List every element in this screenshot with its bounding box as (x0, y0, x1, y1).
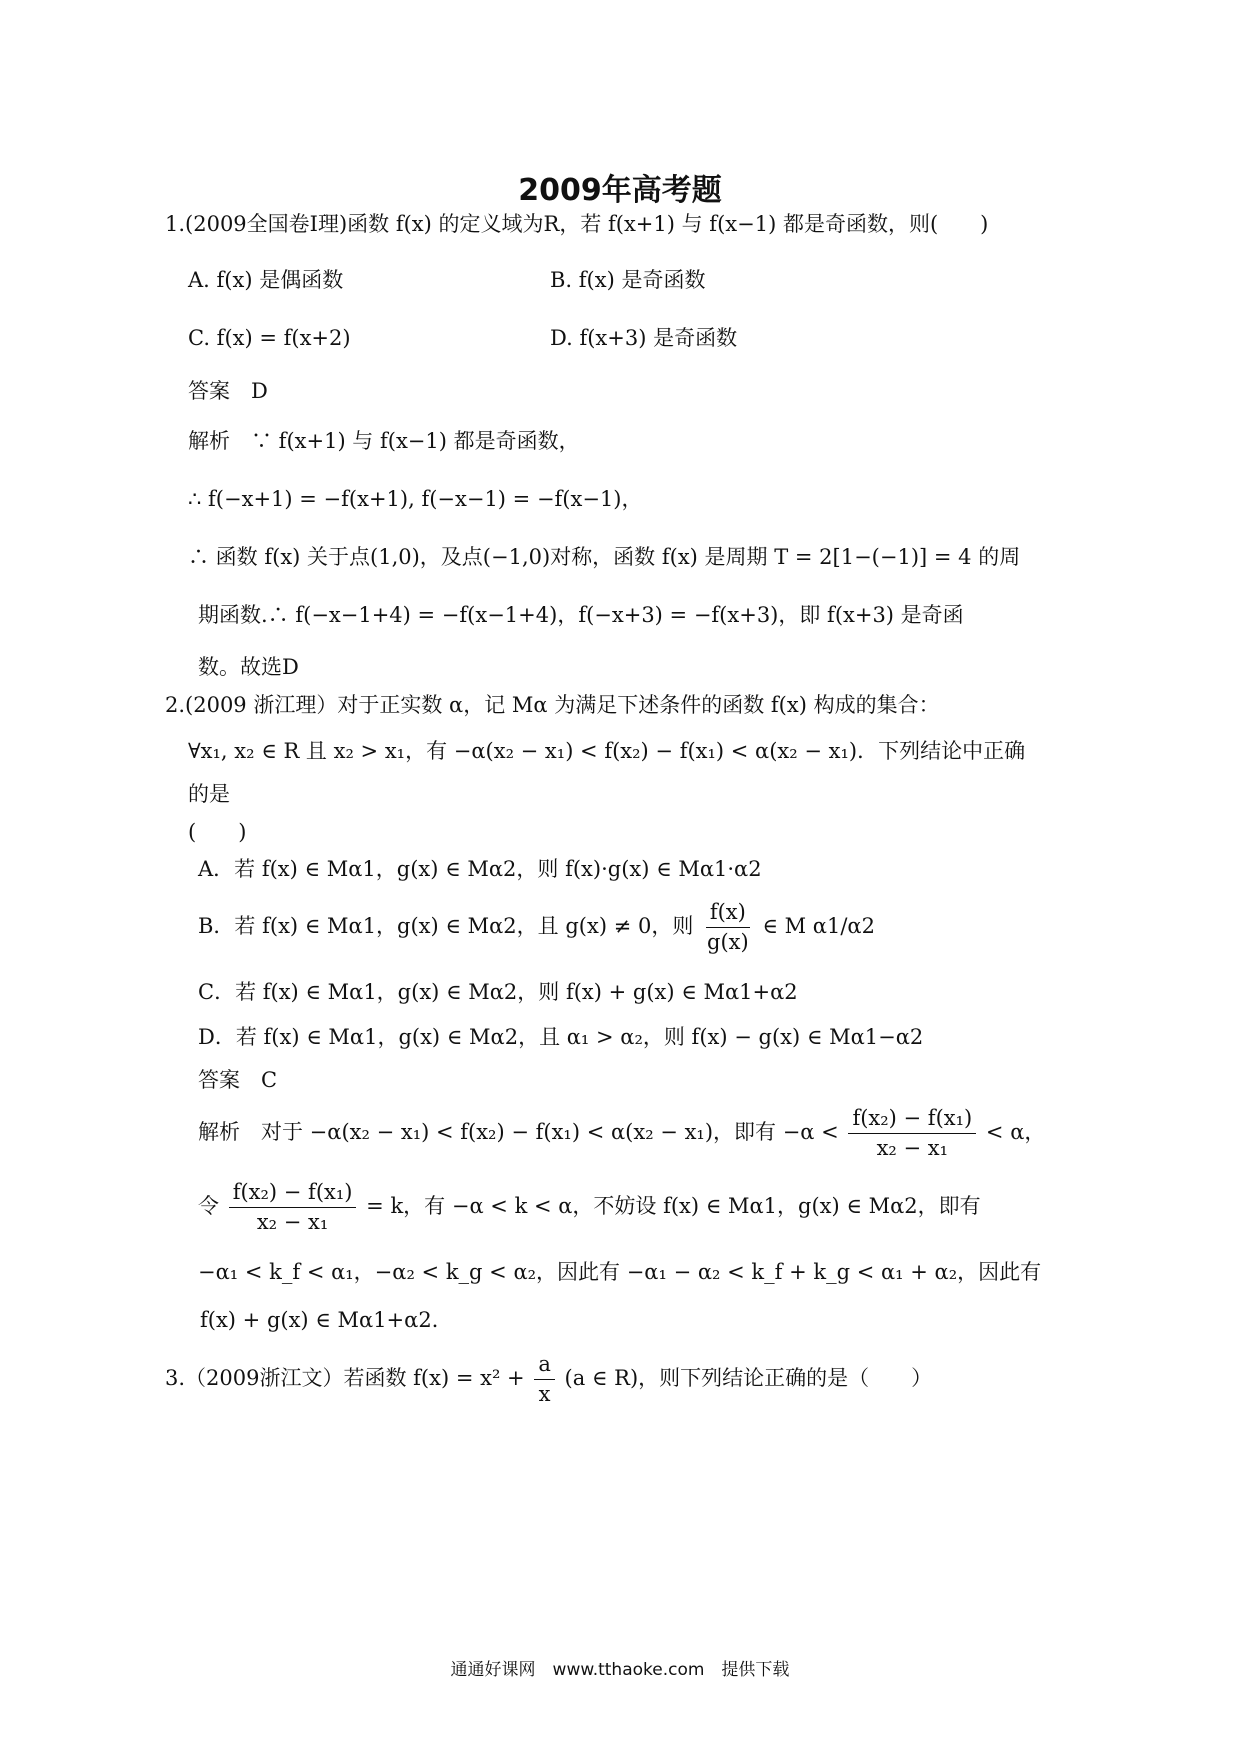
fraction-numerator: f(x) (706, 900, 750, 928)
q2-solution-line-3: −α₁ < k_f < α₁，−α₂ < k_g < α₂，因此有 −α₁ − α₂ < k_f + k_g < α₁ + α₂，因此有 (198, 1260, 1042, 1284)
fraction-denominator: x₂ − x₁ (256, 1210, 329, 1235)
q2-solution-2-text: 令 (198, 1194, 219, 1219)
q2-solution-2-tail: = k，有 −α < k < α，不妨设 f(x) ∈ Mα1，g(x) ∈ Mα2，即有 (366, 1194, 981, 1219)
q2-stem-line-1: 2.(2009 浙江理）对于正实数 α，记 Mα 为满足下述条件的函数 f(x) 构成的集合： (165, 693, 940, 717)
q2-solution-1-fraction (848, 1106, 976, 1161)
page-title: 2009年高考题 (518, 173, 722, 208)
q2-solution-1-tail: < α， (985, 1120, 1046, 1145)
q1-solution-line-3: ∴ 函数 f(x) 关于点(1,0)，及点(−1,0)对称，函数 f(x) 是周期 T = 2[1−(−1)] = 4 的周 (188, 545, 1021, 569)
fraction-numerator: f(x₂) − f(x₁) (848, 1106, 976, 1134)
q1-solution-line-2: ∴ f(−x+1) = −f(x+1), f(−x−1) = −f(x−1)， (188, 487, 643, 511)
q1-solution-line-5: 数。故选D (198, 655, 299, 679)
q1-option-b: B. f(x) 是奇函数 (550, 268, 706, 292)
q1-option-a: A. f(x) 是偶函数 (188, 268, 344, 292)
q3-stem-tail: (a ∈ R)，则下列结论正确的是（ ） (564, 1366, 933, 1391)
q2-solution-line-2 (198, 1180, 981, 1235)
page-footer: 通通好课网 www.tthaoke.com 提供下载 (450, 1660, 790, 1680)
q2-option-b-fraction (703, 900, 753, 955)
q1-solution-line-1: 解析 ∵ f(x+1) 与 f(x−1) 都是奇函数， (188, 429, 580, 453)
q1-solution-line-4: 期函数.∴ f(−x−1+4) = −f(x−1+4)，f(−x+3) = −f(x+3)，即 f(x+3) 是奇函 (198, 603, 964, 627)
q2-answer: 答案 C (198, 1068, 278, 1092)
q2-answer-paren: ( ) (188, 820, 247, 844)
fraction-numerator: f(x₂) − f(x₁) (229, 1180, 357, 1208)
fraction-denominator: x (538, 1382, 551, 1407)
q2-solution-line-4: f(x) + g(x) ∈ Mα1+α2． (200, 1308, 453, 1332)
q2-stem-line-3: 的是 (188, 782, 230, 806)
q3-stem (165, 1352, 932, 1407)
fraction-numerator: a (534, 1352, 555, 1380)
fraction-denominator: x₂ − x₁ (876, 1136, 949, 1161)
q2-option-b-text: B．若 f(x) ∈ Mα1，g(x) ∈ Mα2，且 g(x) ≠ 0，则 (198, 914, 694, 939)
q2-solution-line-1 (198, 1106, 1045, 1161)
q2-option-d: D．若 f(x) ∈ Mα1，g(x) ∈ Mα2，且 α₁ > α₂，则 f(x) − g(x) ∈ Mα1−α2 (198, 1025, 924, 1049)
q2-option-b-set: ∈ M α1/α2 (762, 914, 875, 939)
q2-stem-line-2: ∀x₁, x₂ ∈ R 且 x₂ > x₁，有 −α(x₂ − x₁) < f(x₂) − f(x₁) < α(x₂ − x₁)．下列结论中正确 (188, 739, 1026, 763)
q2-solution-1-text: 解析 对于 −α(x₂ − x₁) < f(x₂) − f(x₁) < α(x₂ − x₁)，即有 −α < (198, 1120, 839, 1145)
q1-answer: 答案 D (188, 379, 268, 403)
fraction-denominator: g(x) (707, 930, 749, 955)
q1-stem: 1.(2009全国卷Ⅰ理)函数 f(x) 的定义域为R，若 f(x+1) 与 f(x−1) 都是奇函数，则( ) (165, 212, 989, 236)
q2-solution-2-fraction (229, 1180, 357, 1235)
q2-option-c: C．若 f(x) ∈ Mα1，g(x) ∈ Mα2，则 f(x) + g(x) ∈ Mα1+α2 (198, 980, 798, 1004)
q3-stem-text: 3.（2009浙江文）若函数 f(x) = x² + (165, 1366, 525, 1391)
q2-option-b (198, 900, 875, 955)
q1-option-c: C. f(x) = f(x+2) (188, 326, 351, 350)
q2-option-a: A．若 f(x) ∈ Mα1，g(x) ∈ Mα2，则 f(x)·g(x) ∈ Mα1·α2 (198, 857, 762, 881)
q3-fraction (534, 1352, 555, 1407)
q1-option-d: D. f(x+3) 是奇函数 (550, 326, 738, 350)
